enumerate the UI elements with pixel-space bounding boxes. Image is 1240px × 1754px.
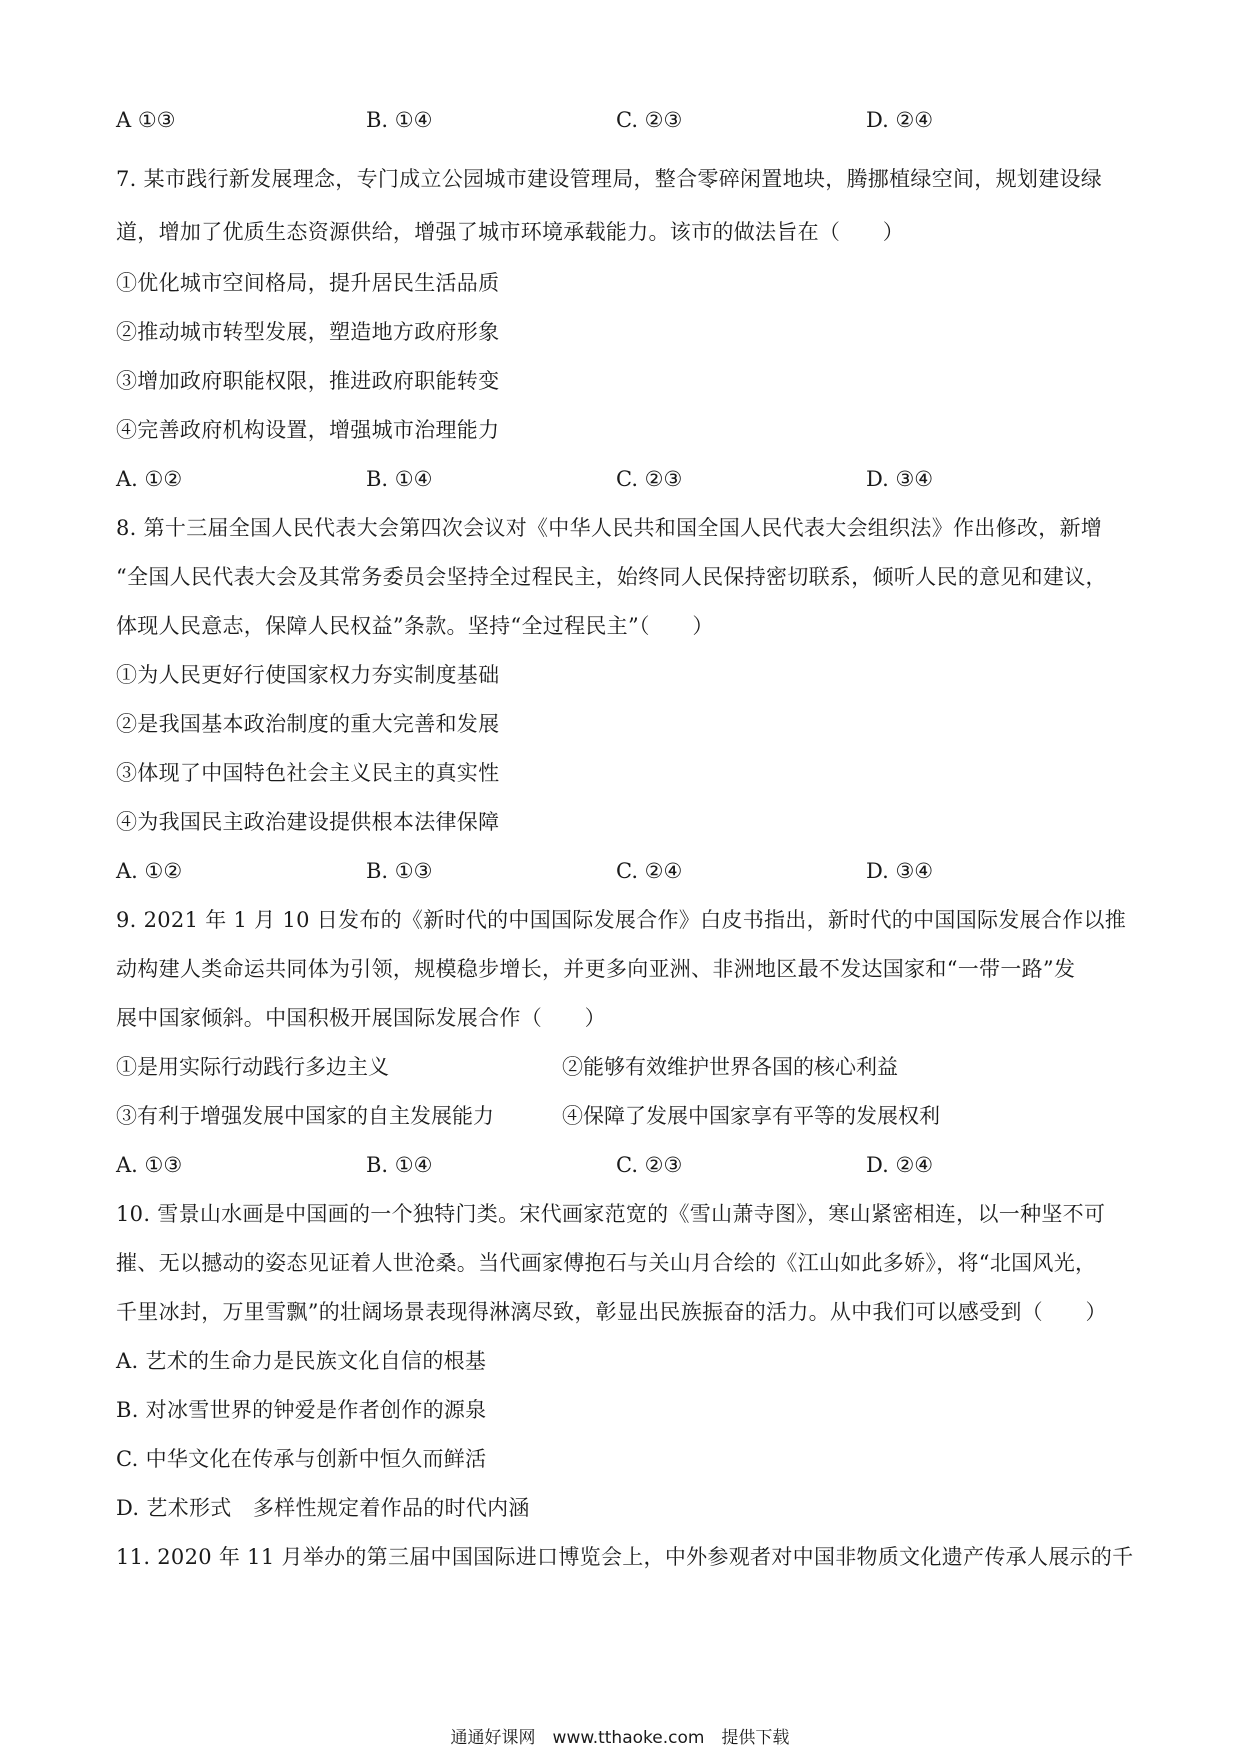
q7-stem-line-1: 7. 某市践行新发展理念，专门成立公园城市建设管理局，整合零碎闲置地块，腾挪植绿空间，规划建设绿 — [116, 167, 1103, 191]
q7-choice-c: C. ②③ — [616, 467, 683, 491]
q9-option-2: ②能够有效维护世界各国的核心利益 — [562, 1055, 898, 1079]
q8-stem-line-2: “全国人民代表大会及其常务委员会坚持全过程民主，始终同人民保持密切联系，倾听人民的意见和建议， — [116, 565, 1107, 589]
q8-choice-d: D. ③④ — [866, 859, 934, 883]
q10-option-a: A. 艺术的生命力是民族文化自信的根基 — [116, 1349, 487, 1373]
q7-option-3: ③增加政府职能权限，推进政府职能转变 — [116, 369, 500, 393]
q11-stem-line-1: 11. 2020 年 11 月举办的第三届中国国际进口博览会上，中外参观者对中国非物质文化遗产传承人展示的千 — [116, 1545, 1134, 1569]
q8-choice-c: C. ②④ — [616, 859, 683, 883]
q7-choice-b: B. ①④ — [366, 467, 433, 491]
q6-choice-c: C. ②③ — [616, 108, 683, 132]
q9-stem-line-2: 动构建人类命运共同体为引领，规模稳步增长，并更多向亚洲、非洲地区最不发达国家和“一带一路”发 — [116, 957, 1076, 981]
q9-option-3: ③有利于增强发展中国家的自主发展能力 — [116, 1104, 494, 1128]
q9-choice-a: A. ①③ — [116, 1153, 183, 1177]
q6-choice-a: A ①③ — [116, 108, 176, 132]
q7-option-4: ④完善政府机构设置，增强城市治理能力 — [116, 418, 500, 442]
q9-option-1: ①是用实际行动践行多边主义 — [116, 1055, 389, 1079]
q9-stem-line-3: 展中国家倾斜。中国积极开展国际发展合作（ ） — [116, 1006, 606, 1030]
q8-choice-a: A. ①② — [116, 859, 183, 883]
q7-choice-d: D. ③④ — [866, 467, 934, 491]
q8-option-3: ③体现了中国特色社会主义民主的真实性 — [116, 761, 500, 785]
q10-stem-line-1: 10. 雪景山水画是中国画的一个独特门类。宋代画家范宽的《雪山萧寺图》，寒山紧密相连，以一种坚不可 — [116, 1202, 1106, 1226]
q7-option-2: ②推动城市转型发展，塑造地方政府形象 — [116, 320, 500, 344]
q9-option-4: ④保障了发展中国家享有平等的发展权利 — [562, 1104, 940, 1128]
q8-choice-b: B. ①③ — [366, 859, 433, 883]
q8-stem-line-1: 8. 第十三届全国人民代表大会第四次会议对《中华人民共和国全国人民代表大会组织法》作出修改，新增 — [116, 516, 1103, 540]
q7-option-1: ①优化城市空间格局，提升居民生活品质 — [116, 271, 500, 295]
q10-stem-line-2: 摧、无以撼动的姿态见证着人世沧桑。当代画家傅抱石与关山月合绘的《江山如此多娇》，将“北国风光， — [116, 1251, 1097, 1275]
q7-stem-line-2: 道，增加了优质生态资源供给，增强了城市环境承载能力。该市的做法旨在（ ） — [116, 220, 905, 244]
q6-choice-d: D. ②④ — [866, 108, 934, 132]
q8-option-1: ①为人民更好行使国家权力夯实制度基础 — [116, 663, 500, 687]
q9-choice-b: B. ①④ — [366, 1153, 433, 1177]
q10-option-c: C. 中华文化在传承与创新中恒久而鲜活 — [116, 1447, 487, 1471]
q7-choice-a: A. ①② — [116, 467, 183, 491]
q9-choice-d: D. ②④ — [866, 1153, 934, 1177]
q8-option-4: ④为我国民主政治建设提供根本法律保障 — [116, 810, 500, 834]
q8-option-2: ②是我国基本政治制度的重大完善和发展 — [116, 712, 500, 736]
q10-option-d: D. 艺术形式 多样性规定着作品的时代内涵 — [116, 1496, 530, 1520]
page-footer: 通通好课网 www.tthaoke.com 提供下载 — [450, 1728, 790, 1748]
q9-choice-c: C. ②③ — [616, 1153, 683, 1177]
q10-option-b: B. 对冰雪世界的钟爱是作者创作的源泉 — [116, 1398, 487, 1422]
q10-stem-line-3: 千里冰封，万里雪飘”的壮阔场景表现得淋漓尽致，彰显出民族振奋的活力。从中我们可以感受到（ ） — [116, 1300, 1107, 1324]
q8-stem-line-3: 体现人民意志，保障人民权益”条款。坚持“全过程民主”（ ） — [116, 614, 714, 638]
q9-stem-line-1: 9. 2021 年 1 月 10 日发布的《新时代的中国国际发展合作》白皮书指出，新时代的中国国际发展合作以推 — [116, 908, 1127, 932]
q6-choice-b: B. ①④ — [366, 108, 433, 132]
